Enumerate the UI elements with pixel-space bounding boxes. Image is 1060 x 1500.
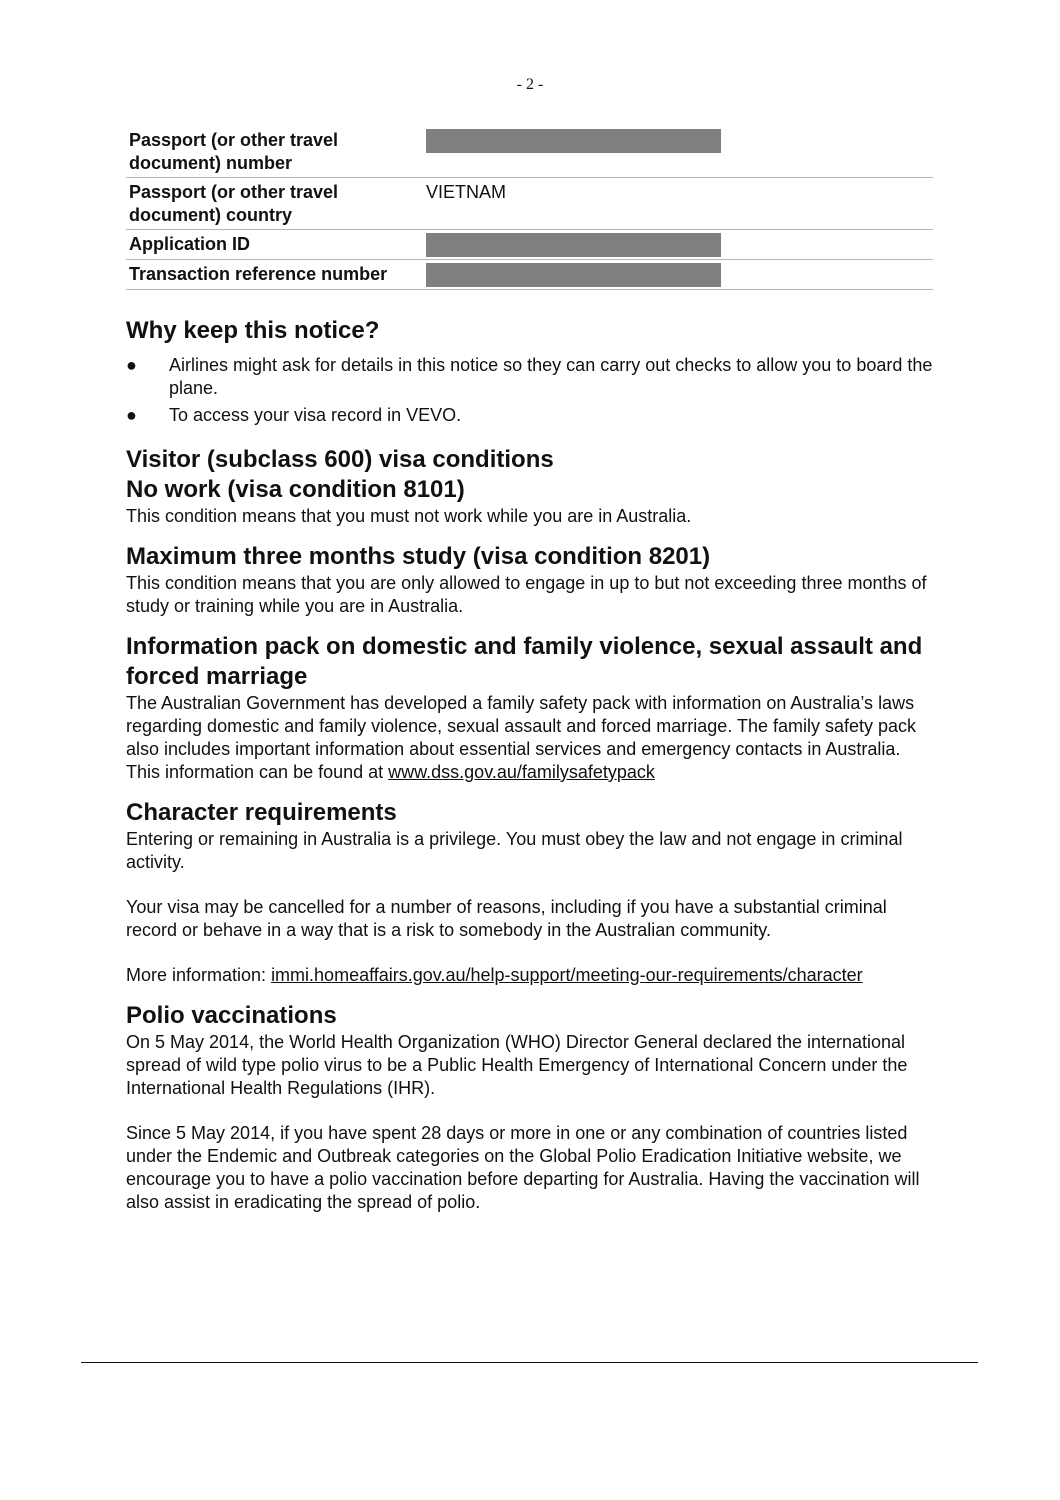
character-text-1: Entering or remaining in Australia is a privilege. You must obey the law and not engage in criminal activity. (126, 829, 903, 872)
transaction-reference-value (420, 260, 933, 290)
info-pack-text (126, 692, 938, 784)
table-row (126, 126, 933, 178)
polio-text-1: On 5 May 2014, the World Health Organization (WHO) Director General declared the international spread of wild type polio virus to be a Public Health Emergency of International Concern under the International Health Regulations (IHR). (126, 1032, 908, 1098)
application-id-value (420, 230, 933, 260)
bullet-text: To access your visa record in VEVO. (169, 405, 462, 425)
study-heading: Maximum three months study (visa condition 8201) (126, 543, 711, 570)
application-id-label: Application ID (126, 230, 420, 260)
no-work-text: This condition means that you must not work while you are in Australia. (126, 506, 692, 526)
character-more-info (126, 964, 938, 987)
bullet-text: Airlines might ask for details in this notice so they can carry out checks to allow you to board the plane. (169, 355, 933, 398)
family-safety-pack-link[interactable]: www.dss.gov.au/familysafetypack (388, 762, 655, 782)
notice-content (126, 316, 938, 1214)
why-keep-list (126, 354, 938, 427)
character-requirements-link[interactable]: immi.homeaffairs.gov.au/help-support/meeting-our-requirements/character (271, 965, 863, 985)
table-row (126, 230, 933, 260)
more-info-label: More information: (126, 965, 272, 985)
redaction-block (426, 129, 721, 153)
visa-conditions-heading: Visitor (subclass 600) visa conditions (126, 446, 554, 473)
why-keep-heading: Why keep this notice? (126, 317, 380, 344)
no-work-heading: No work (visa condition 8101) (126, 476, 465, 503)
footer-divider (81, 1362, 978, 1363)
table-row (126, 260, 933, 290)
visa-details-table (126, 126, 933, 290)
passport-number-label: Passport (or other travel document) number (126, 126, 420, 178)
transaction-reference-label: Transaction reference number (126, 260, 420, 290)
bullet-icon: ● (126, 355, 137, 375)
bullet-icon: ● (126, 405, 137, 425)
info-pack-body: The Australian Government has developed a family safety pack with information on Australia’s laws regarding domestic and family violence, sexual assault and forced marriage. The family safety pack also includes important information about essential services and emergency contacts in Australia. This information can be found at (126, 693, 917, 782)
passport-number-value (420, 126, 933, 178)
character-text-2: Your visa may be cancelled for a number of reasons, including if you have a substantial criminal record or behave in a way that is a risk to somebody in the Australian community. (126, 897, 887, 940)
study-text: This condition means that you are only allowed to engage in up to but not exceeding three months of study or training while you are in Australia. (126, 573, 927, 616)
page-number: - 2 - (516, 76, 544, 93)
list-item (126, 354, 938, 400)
passport-country-value: VIETNAM (420, 178, 933, 230)
character-heading: Character requirements (126, 799, 397, 826)
polio-heading: Polio vaccinations (126, 1002, 337, 1029)
table-row (126, 178, 933, 230)
redaction-block (426, 263, 721, 287)
list-item (126, 404, 938, 427)
polio-text-2: Since 5 May 2014, if you have spent 28 days or more in one or any combination of countries listed under the Endemic and Outbreak categories on the Global Polio Eradication Initiative website, we encourage you to have a polio vaccination before departing for Australia. Having the vaccination will also assist in eradicating the spread of polio. (126, 1123, 920, 1212)
redaction-block (426, 233, 721, 257)
info-pack-heading: Information pack on domestic and family violence, sexual assault and forced marriage (126, 633, 923, 690)
passport-country-label: Passport (or other travel document) country (126, 178, 420, 230)
